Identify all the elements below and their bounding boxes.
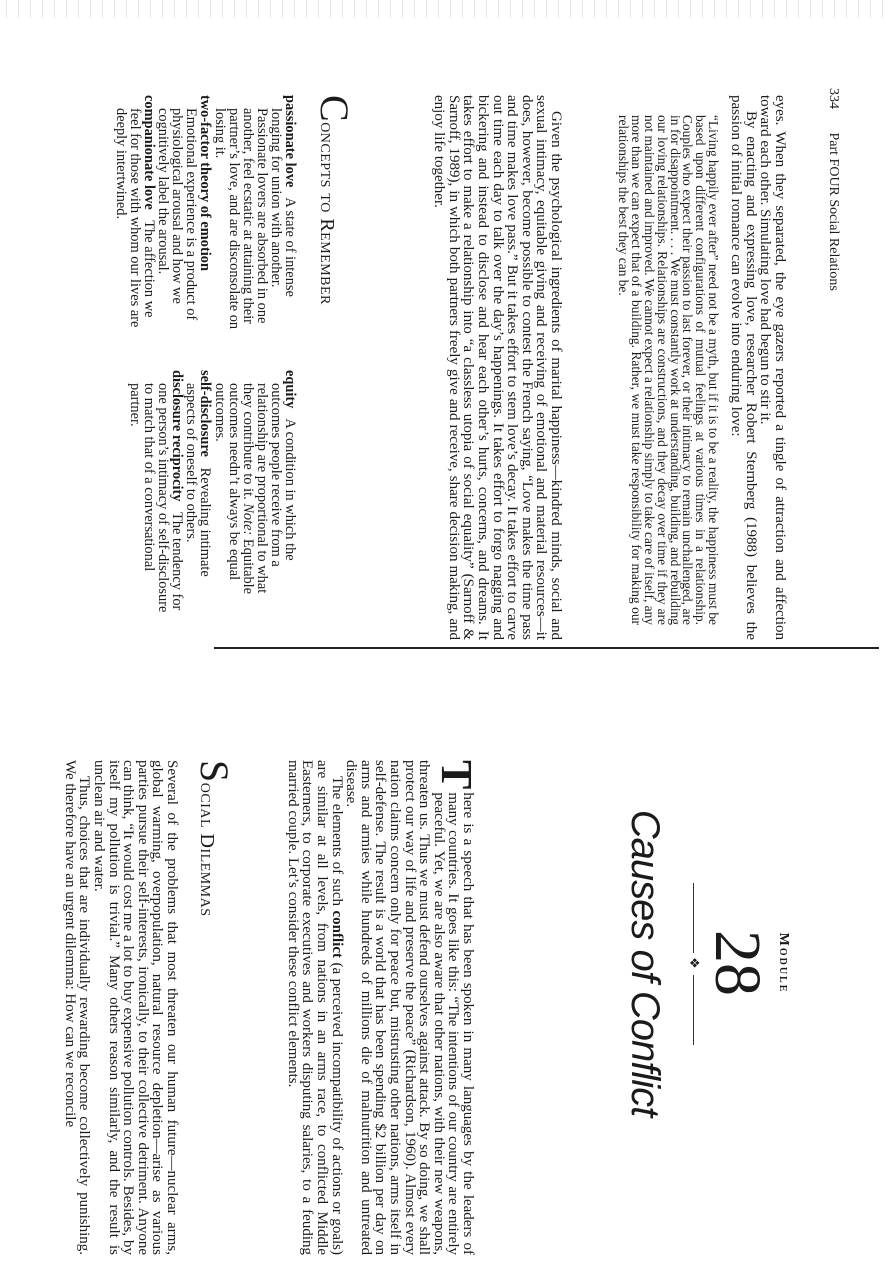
page-number: 334 xyxy=(826,88,841,109)
right-intro-text xyxy=(284,760,481,1255)
glossary-column-2 xyxy=(128,370,297,615)
paragraph-text: The elements of such xyxy=(328,776,345,911)
paragraph: Given the psychological ingredients of marital happiness—kindred minds, social and sexual intimacy, equitable giving and receiving of emotional and material resources—it does, however, become possible to contest the French saying, “Love makes the time pass and time makes love pass.” But it takes effort to stem love’s decay. It takes effort to carve out time each day to talk over the day’s happenings. It takes effort to forgo nagging and bickering and instead to disclose and hear each other’s hurts, concerns, and dreams. It takes effort to make a relationship into “a classless utopia of social equality” (Sarnoff & Sarnoff, 1989), in which both partners freely give and receive, share decision making, and enjoy life together. xyxy=(431,95,564,640)
module-title: Causes of Conflict xyxy=(623,809,667,1117)
left-body-text xyxy=(432,95,563,640)
social-dilemmas-heading xyxy=(192,760,237,917)
heading-text: ocial Dilemmas xyxy=(196,782,218,917)
scan-artifact xyxy=(0,0,893,18)
paragraph: By enacting and expressing love, researcher Robert Sternberg (1988) believes the passion of initial romance can evolve into enduring love: xyxy=(728,95,759,640)
term: passionate love xyxy=(282,95,298,188)
glossary-entry xyxy=(156,95,212,333)
term: disclosure reciprocity xyxy=(169,370,186,502)
module-label: Module xyxy=(776,932,791,994)
note: Equitable outcomes needn’t always be equal outcomes. xyxy=(211,383,256,595)
definition: A state of intense longing for union with another. Passionate lovers are absorbed in one another, feel ecstatic at attaining their partner’s love, and are disconsolate on losing it. xyxy=(211,108,298,330)
section-title: Part FOUR Social Relations xyxy=(826,132,841,291)
term: companionate love xyxy=(141,95,158,210)
heading-text: oncepts to Remember xyxy=(316,122,338,305)
glossary-entry xyxy=(212,95,297,333)
heading-initial: S xyxy=(192,760,237,783)
heading-initial: C xyxy=(312,95,357,123)
paragraph: Thus, choices that are individually rewarding become collectively punishing. We therefore have an urgent dilemma: How can we reconcile xyxy=(61,760,93,1255)
rule-line xyxy=(693,975,694,1045)
note-label: Note: xyxy=(239,503,256,536)
paragraph: eyes. When they separated, the eye gazers reported a tingle of attraction and affection toward each other. Simulating love had begun to stir it. xyxy=(757,95,788,640)
running-header xyxy=(825,88,841,291)
definition: Emotional experience is a product of physiological arousal and how we cognitively label the arousal. xyxy=(155,108,200,321)
glossary-entry xyxy=(128,370,184,615)
module-number: 28 xyxy=(701,930,774,996)
definition: The tendency for one person’s intimacy of self-disclosure to match that of a conversational partner. xyxy=(126,383,186,613)
term: equity xyxy=(282,370,298,409)
paragraph xyxy=(285,760,343,1255)
term: self-disclosure xyxy=(197,370,214,457)
definition: The affection we feel for those with whom our lives are deeply intertwined. xyxy=(112,108,158,328)
rule-line xyxy=(693,883,694,953)
glossary-entry xyxy=(184,370,212,615)
left-intro-text xyxy=(729,95,787,640)
paragraph: Several of the problems that most threaten our human future—nuclear arms, global warming, overpopulation, natural resource depletion—arise as various parties pursue their self-interests, ironically, to their collective detriment. Anyone can think, “It would cost me a lot to buy expensive pollution controls. Besides, by itself my pollution is trivial.” Many others reason similarly, and the result is unclean air and water. xyxy=(91,760,180,1255)
block-quote: “Living happily ever after” need not be a myth, but if it is to be a reality, the happiness must be based upon different configurations of mutual feelings at various times in a relationship. Couples who expect their passion to last forever, or their intimacy to remain unchallenged, are in for disappointment. . . . We must constantly work at understanding, building, and rebuilding our loving relationships. Relationships are constructions, and they decay over time if they are not maintained and improved. We cannot expect a relationship simply to take care of itself, any more than we can expect that of a building. Rather, we must take responsibility for making our relationships the best they can be. xyxy=(616,115,721,625)
diamond-ornament-icon: ❖ xyxy=(687,957,702,969)
paragraph-text: here is a speech that has been spoken in many languages by the leaders of many countries. It goes like this: “The intentions of our country are entirely peaceful. Yet, we are also aware that other nations, with their new weapons, threaten us. Thus we must defend ourselves against attack. By so doing, we shall protect our way of life and preserve the peace” (Richardson, 1960). Almost every nation claims concern only for peace but, mistrusting other nations, arms itself in self-defense. The result is a world that has been spending $2 billion per day on arms and armies while hundreds of millions die of malnutrition and untreated disease. xyxy=(343,760,476,1255)
term: two-factor theory of emotion xyxy=(197,95,214,271)
drop-cap: T xyxy=(432,760,481,790)
ornament-divider xyxy=(686,883,700,1045)
glossary-entry xyxy=(114,95,156,333)
right-body-text xyxy=(62,760,179,1255)
concepts-heading xyxy=(312,95,357,305)
definition: Revealing intimate aspects of oneself to others. xyxy=(183,383,214,577)
glossary-column-1 xyxy=(114,95,297,333)
definition: A condition in which the outcomes people receive from a relationship are proportional to what they contribute to it. xyxy=(239,383,298,594)
page-gutter-divider xyxy=(214,647,879,649)
key-term: conflict xyxy=(328,910,345,958)
paragraph-text: (a perceived incompatibility of actions or goals) are similar at all levels, from nations in an arms race, to conflicted Middle Easterners, to corporate executives and workers disputing salaries, to a feuding married couple. Let’s consider these conflict elements. xyxy=(284,760,345,1255)
glossary-entry xyxy=(212,370,297,615)
paragraph xyxy=(343,760,481,1255)
